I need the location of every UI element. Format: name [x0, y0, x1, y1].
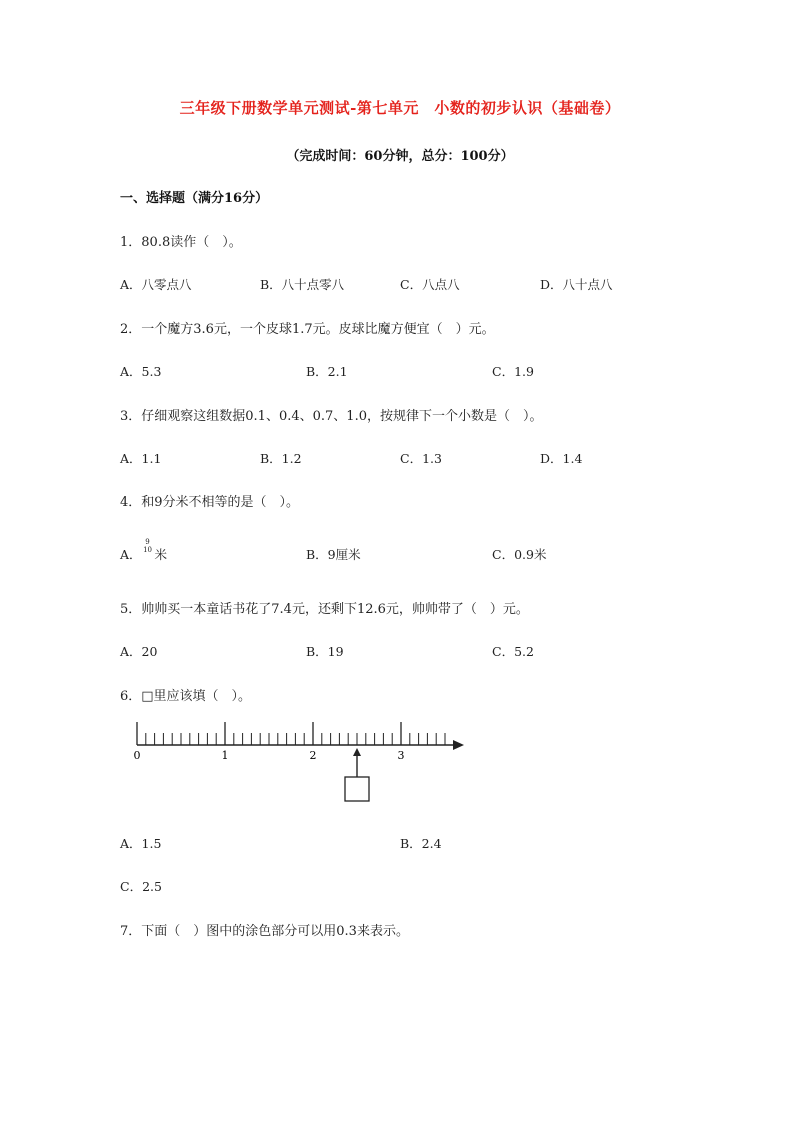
q1-option-b[interactable]: B．八十点零八: [260, 277, 345, 292]
q2-option-a[interactable]: A．5.3: [120, 364, 162, 379]
page-subtitle: （完成时间：60分钟，总分：100分）: [286, 149, 514, 164]
q2-option-b[interactable]: B．2.1: [306, 364, 348, 379]
question-4: 4．和9分米不相等的是（ ）。: [120, 495, 300, 510]
question-5: 5．帅帅买一本童话书花了7.4元，还剩下12.6元，帅帅带了（ ）元。: [120, 602, 529, 617]
number-line-label-1: 1: [221, 749, 229, 762]
q6-option-a[interactable]: A．1.5: [120, 836, 162, 851]
q4-option-c[interactable]: C．0.9米: [492, 547, 547, 562]
number-line-figure: [120, 715, 480, 810]
q3-option-c[interactable]: C．1.3: [400, 451, 442, 466]
page-title: 三年级下册数学单元测试-第七单元 小数的初步认识（基础卷）: [179, 99, 621, 117]
q3-option-d[interactable]: D．1.4: [540, 451, 583, 466]
q1-option-d[interactable]: D．八十点八: [540, 277, 613, 292]
q4-option-a-unit: 米: [154, 547, 168, 562]
q5-option-c[interactable]: C．5.2: [492, 644, 534, 659]
q4-option-a[interactable]: [120, 538, 168, 563]
q5-option-a[interactable]: A．20: [120, 644, 158, 659]
q3-option-b[interactable]: B．1.2: [260, 451, 302, 466]
fraction-numerator: 9: [145, 538, 150, 546]
question-2: 2．一个魔方3.6元，一个皮球1.7元。皮球比魔方便宜（ ）元。: [120, 322, 495, 337]
q6-option-b[interactable]: B．2.4: [400, 836, 442, 851]
fraction-denominator: 10: [143, 546, 152, 554]
q4-option-a-fraction: [142, 538, 154, 559]
number-line-arrowhead: [453, 740, 464, 750]
answer-box: [345, 777, 369, 801]
q3-option-a[interactable]: A．1.1: [120, 451, 162, 466]
number-line-label-0: 0: [133, 749, 141, 762]
number-line-pointer-head: [353, 748, 361, 756]
q6-option-c[interactable]: C．2.5: [120, 879, 162, 894]
question-1: 1．80.8读作（ ）。: [120, 235, 242, 250]
q1-option-c[interactable]: C．八点八: [400, 277, 460, 292]
q5-option-b[interactable]: B．19: [306, 644, 344, 659]
number-line-label-2: 2: [309, 749, 317, 762]
question-6: 6．□里应该填（ ）。: [120, 689, 252, 704]
question-3: 3．仔细观察这组数据0.1、0.4、0.7、1.0，按规律下一个小数是（ ）。: [120, 409, 543, 424]
section-title: 一、选择题（满分16分）: [120, 191, 269, 206]
number-line-ticks: [137, 722, 445, 745]
number-line-label-3: 3: [397, 749, 405, 762]
question-7: 7．下面（ ）图中的涂色部分可以用0.3来表示。: [120, 924, 409, 939]
q2-option-c[interactable]: C．1.9: [492, 364, 534, 379]
q1-option-a[interactable]: A．八零点八: [120, 277, 192, 292]
q4-option-a-letter: A．: [120, 547, 142, 562]
q4-option-b[interactable]: B．9厘米: [306, 547, 361, 562]
